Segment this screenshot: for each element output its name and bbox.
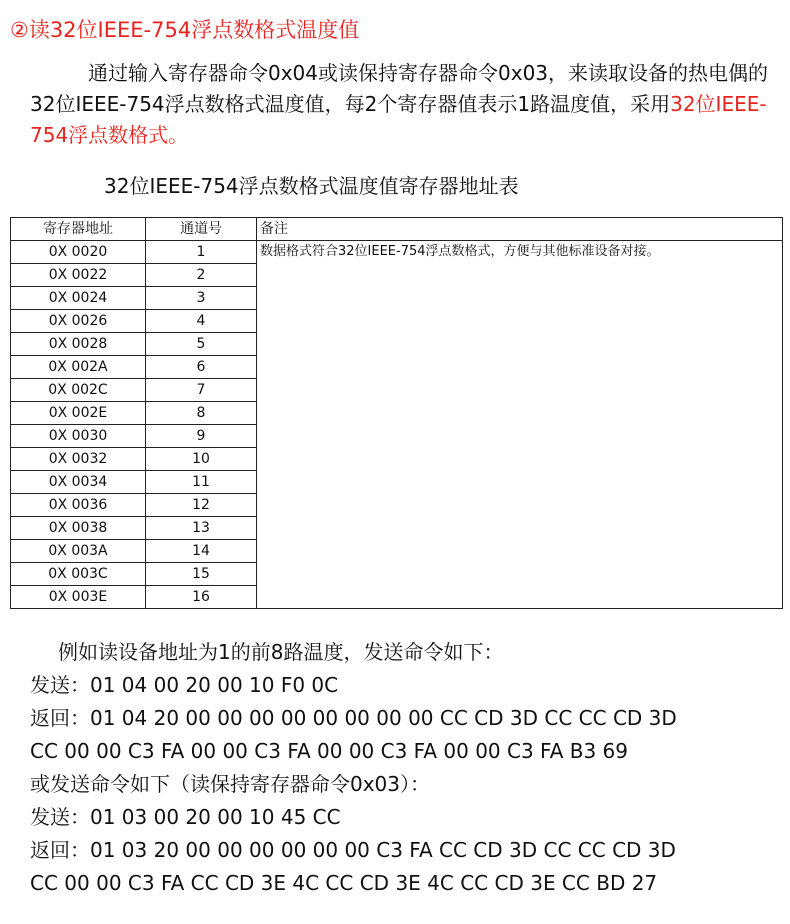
register-address-cell: 0X 002A [11, 356, 146, 379]
register-address-table [10, 217, 783, 609]
channel-cell: 8 [146, 402, 257, 425]
paragraph-text: 通过输入寄存器命令0x04或读保持寄存器命令0x03，来读取设备的热电偶的32位IEEE-754浮点数格式温度值，每2个寄存器值表示1路温度值，采用 [30, 61, 769, 116]
channel-cell: 16 [146, 586, 257, 609]
register-address-cell: 0X 0036 [11, 494, 146, 517]
register-address-cell: 0X 0028 [11, 333, 146, 356]
channel-cell: 6 [146, 356, 257, 379]
register-address-cell: 0X 002E [11, 402, 146, 425]
note-cell: 数据格式符合32位IEEE-754浮点数格式，方便与其他标准设备对接。 [257, 241, 783, 609]
example-section [30, 636, 790, 900]
paragraph-highlight: 32位IEEE-754浮点数格式。 [30, 92, 767, 147]
register-address-cell: 0X 0022 [11, 264, 146, 287]
channel-cell: 1 [146, 241, 257, 264]
channel-cell: 11 [146, 471, 257, 494]
channel-cell: 10 [146, 448, 257, 471]
header-note: 备注 [257, 218, 783, 241]
register-address-cell: 0X 0020 [11, 241, 146, 264]
table-row [11, 241, 783, 264]
register-address-cell: 0X 0034 [11, 471, 146, 494]
table-body [11, 241, 783, 609]
table-title: 32位IEEE-754浮点数格式温度值寄存器地址表 [104, 174, 519, 198]
header-channel: 通道号 [146, 218, 257, 241]
channel-cell: 3 [146, 287, 257, 310]
register-address-cell: 0X 0026 [11, 310, 146, 333]
register-address-cell: 0X 003A [11, 540, 146, 563]
reply-2-line-2: CC 00 00 C3 FA CC CD 3E 4C CC CD 3E 4C CC CD 3E CC BD 27 [30, 871, 658, 895]
register-address-cell: 0X 0030 [11, 425, 146, 448]
send-command-1: 发送：01 04 00 20 00 10 F0 0C [30, 673, 339, 697]
channel-cell: 4 [146, 310, 257, 333]
section-heading: ②读32位IEEE-754浮点数格式温度值 [10, 18, 360, 42]
register-address-cell: 0X 0038 [11, 517, 146, 540]
register-address-cell: 0X 003E [11, 586, 146, 609]
reply-1-line-1: 返回：01 04 20 00 00 00 00 00 00 00 00 CC CD 3D CC CC CD 3D [30, 706, 677, 730]
send-command-2: 发送：01 03 00 20 00 10 45 CC [30, 805, 341, 829]
description-paragraph [30, 58, 780, 151]
channel-cell: 7 [146, 379, 257, 402]
alternative-intro: 或发送命令如下（读保持寄存器命令0x03）： [30, 772, 431, 796]
reply-2-line-1: 返回：01 03 20 00 00 00 00 00 00 C3 FA CC CD 3D CC CC CD 3D [30, 838, 676, 862]
channel-cell: 12 [146, 494, 257, 517]
channel-cell: 15 [146, 563, 257, 586]
register-address-cell: 0X 0024 [11, 287, 146, 310]
channel-cell: 2 [146, 264, 257, 287]
register-address-cell: 0X 0032 [11, 448, 146, 471]
table-header-row [11, 218, 783, 241]
register-address-cell: 0X 003C [11, 563, 146, 586]
example-intro: 例如读设备地址为1的前8路温度，发送命令如下： [58, 640, 504, 664]
channel-cell: 5 [146, 333, 257, 356]
reply-1-line-2: CC 00 00 C3 FA 00 00 C3 FA 00 00 C3 FA 00 00 C3 FA B3 69 [30, 739, 629, 763]
channel-cell: 14 [146, 540, 257, 563]
register-address-cell: 0X 002C [11, 379, 146, 402]
channel-cell: 13 [146, 517, 257, 540]
channel-cell: 9 [146, 425, 257, 448]
header-register-address: 寄存器地址 [11, 218, 146, 241]
